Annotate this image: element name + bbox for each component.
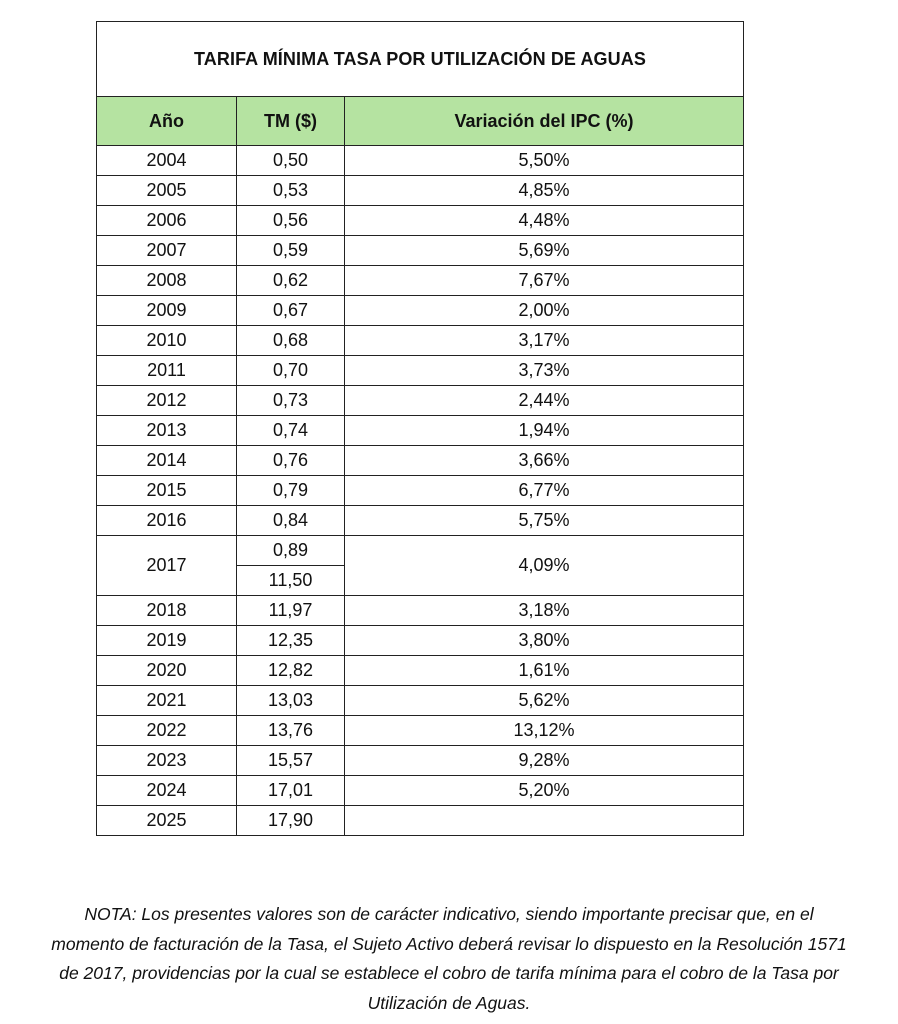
cell-tm: 0,70: [237, 356, 345, 386]
cell-tm: 0,50: [237, 146, 345, 176]
cell-tm: 0,56: [237, 206, 345, 236]
cell-ipc: 5,62%: [345, 686, 744, 716]
header-tm: TM ($): [237, 97, 345, 146]
table-row: [97, 236, 744, 266]
cell-tm: 0,62: [237, 266, 345, 296]
note-line: NOTA: Los presentes valores son de carácter indicativo, siendo importante precisar que, en el: [84, 904, 814, 924]
cell-tm: 13,76: [237, 716, 345, 746]
cell-ipc: 5,20%: [345, 776, 744, 806]
cell-tm: 11,50: [237, 566, 345, 596]
table-row: [97, 776, 744, 806]
cell-year: 2018: [97, 596, 237, 626]
cell-ipc: 3,73%: [345, 356, 744, 386]
cell-year: 2006: [97, 206, 237, 236]
cell-year: 2020: [97, 656, 237, 686]
table-row: [97, 686, 744, 716]
cell-tm: 17,90: [237, 806, 345, 836]
table-body: [97, 146, 744, 836]
cell-tm: 17,01: [237, 776, 345, 806]
tariff-table: [96, 21, 744, 836]
tariff-table-container: [96, 21, 743, 836]
table-title: TARIFA MÍNIMA TASA POR UTILIZACIÓN DE AGUAS: [97, 22, 744, 97]
cell-tm: 0,89: [237, 536, 345, 566]
cell-ipc: 4,85%: [345, 176, 744, 206]
table-row: [97, 416, 744, 446]
cell-year: 2024: [97, 776, 237, 806]
table-row: [97, 596, 744, 626]
cell-tm: 0,74: [237, 416, 345, 446]
cell-ipc: 3,66%: [345, 446, 744, 476]
cell-tm: 0,68: [237, 326, 345, 356]
cell-tm: 0,79: [237, 476, 345, 506]
note-line: Utilización de Aguas.: [367, 992, 531, 1013]
table-row: [97, 146, 744, 176]
cell-ipc: 2,00%: [345, 296, 744, 326]
cell-tm: 0,84: [237, 506, 345, 536]
cell-tm: 0,59: [237, 236, 345, 266]
cell-tm: 0,76: [237, 446, 345, 476]
table-row: [97, 206, 744, 236]
cell-year: 2025: [97, 806, 237, 836]
cell-year: 2011: [97, 356, 237, 386]
cell-ipc: 9,28%: [345, 746, 744, 776]
table-row: [97, 326, 744, 356]
table-row: [97, 386, 744, 416]
cell-tm: 12,35: [237, 626, 345, 656]
cell-ipc: 2,44%: [345, 386, 744, 416]
table-row: [97, 446, 744, 476]
cell-tm: 11,97: [237, 596, 345, 626]
cell-year: 2004: [97, 146, 237, 176]
cell-year: 2012: [97, 386, 237, 416]
cell-ipc: 1,61%: [345, 656, 744, 686]
table-row: [97, 656, 744, 686]
cell-tm: 0,73: [237, 386, 345, 416]
cell-tm: 13,03: [237, 686, 345, 716]
table-row: [97, 716, 744, 746]
cell-year: 2013: [97, 416, 237, 446]
cell-ipc: 3,80%: [345, 626, 744, 656]
cell-year: 2009: [97, 296, 237, 326]
cell-ipc: 1,94%: [345, 416, 744, 446]
header-ipc: Variación del IPC (%): [345, 97, 744, 146]
note-line: momento de facturación de la Tasa, el Sujeto Activo deberá revisar lo dispuesto en la Resolución 1571: [51, 933, 847, 954]
table-row: [97, 626, 744, 656]
cell-ipc: 5,50%: [345, 146, 744, 176]
cell-ipc: 5,75%: [345, 506, 744, 536]
table-row: [97, 266, 744, 296]
cell-tm: 0,53: [237, 176, 345, 206]
cell-ipc: [345, 806, 744, 836]
cell-year: 2023: [97, 746, 237, 776]
cell-year: 2019: [97, 626, 237, 656]
table-row: [97, 356, 744, 386]
table-row: [97, 536, 744, 566]
cell-year: 2007: [97, 236, 237, 266]
note-text: [10, 900, 888, 1018]
cell-tm: 15,57: [237, 746, 345, 776]
cell-tm: 0,67: [237, 296, 345, 326]
cell-year: 2017: [97, 536, 237, 596]
header-year: Año: [97, 97, 237, 146]
cell-year: 2014: [97, 446, 237, 476]
cell-tm: 12,82: [237, 656, 345, 686]
cell-year: 2016: [97, 506, 237, 536]
cell-ipc: 3,18%: [345, 596, 744, 626]
cell-ipc: 6,77%: [345, 476, 744, 506]
cell-year: 2010: [97, 326, 237, 356]
cell-year: 2015: [97, 476, 237, 506]
table-row: [97, 296, 744, 326]
cell-ipc: 7,67%: [345, 266, 744, 296]
cell-year: 2008: [97, 266, 237, 296]
cell-ipc: 5,69%: [345, 236, 744, 266]
note-line: de 2017, providencias por la cual se establece el cobro de tarifa mínima para el cobro de la Tasa por: [59, 963, 839, 983]
cell-year: 2005: [97, 176, 237, 206]
cell-ipc: 4,09%: [345, 536, 744, 596]
table-row: [97, 746, 744, 776]
table-row: [97, 806, 744, 836]
cell-ipc: 4,48%: [345, 206, 744, 236]
cell-year: 2022: [97, 716, 237, 746]
table-row: [97, 506, 744, 536]
cell-year: 2021: [97, 686, 237, 716]
cell-ipc: 13,12%: [345, 716, 744, 746]
table-row: [97, 476, 744, 506]
cell-ipc: 3,17%: [345, 326, 744, 356]
table-row: [97, 176, 744, 206]
